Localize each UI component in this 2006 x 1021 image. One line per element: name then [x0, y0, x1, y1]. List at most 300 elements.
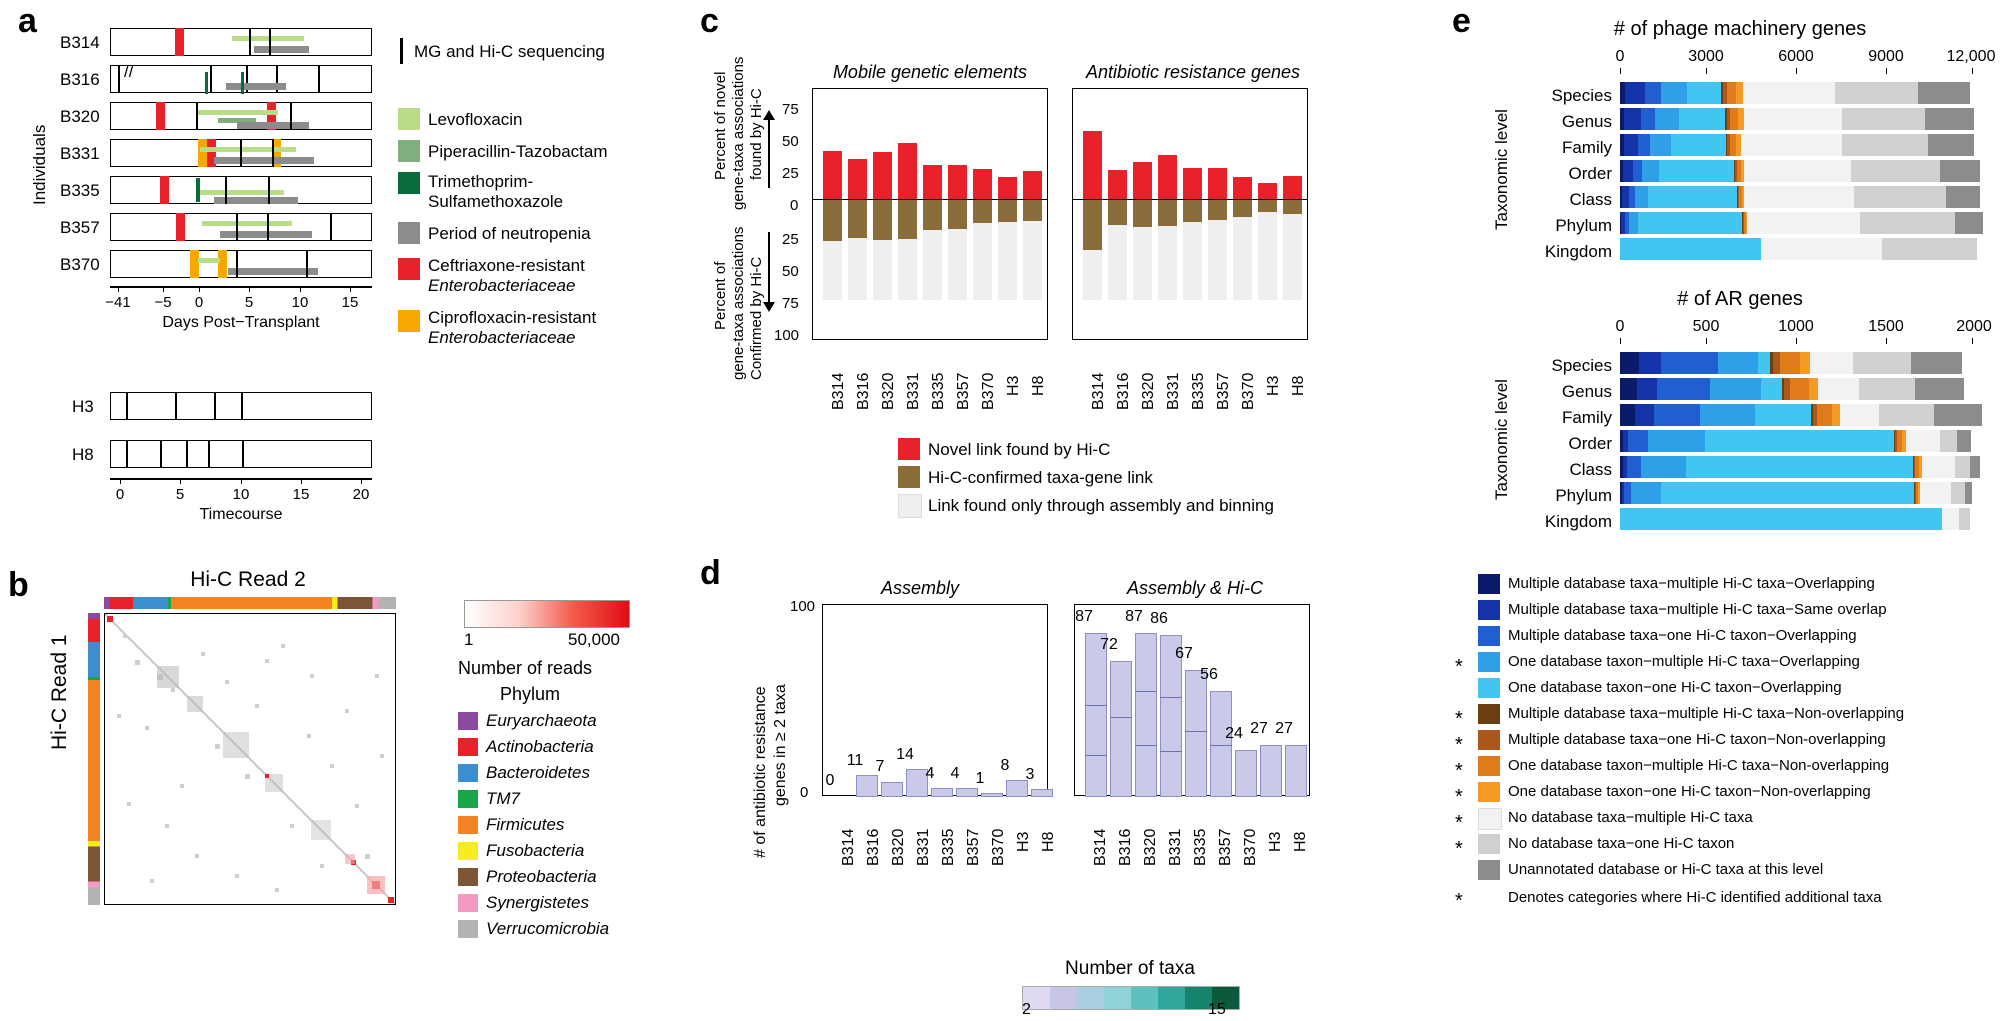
panel-e-stacked-row [1620, 430, 1971, 452]
panel-d-datalabel: 67 [1175, 645, 1193, 662]
panel-d-xtick: B335 [940, 828, 957, 866]
panel-c-bar-novel [1208, 168, 1227, 199]
panel-a-event-ciprofloxacin [218, 250, 227, 278]
panel-a-event-neutropenia [226, 83, 286, 90]
panel-a-legend-label-cont: Sulfamethoxazole [428, 192, 564, 211]
panel-a-xtick-bottom: 5 [175, 486, 185, 503]
panel-a-event-levofloxacin [196, 110, 278, 115]
panel-e-xtick: 500 [1692, 318, 1720, 335]
panel-d-xtick: B331 [1167, 828, 1184, 866]
legend-star: * [1455, 812, 1463, 834]
panel-d-bar [856, 775, 878, 797]
panel-c-bar-novel [998, 177, 1017, 199]
panel-d-bar [1210, 691, 1232, 797]
panel-d-xtick: B331 [915, 828, 932, 866]
panel-e-row-label: Phylum [1555, 486, 1612, 505]
panel-a-event-ciprofloxacin [190, 250, 199, 278]
panel-d-datalabel: 14 [896, 746, 914, 763]
panel-e-stacked-row [1620, 82, 1970, 104]
panel-a-sequencing-mark [225, 176, 227, 204]
panel-a-event-levofloxacin [200, 190, 284, 195]
legend-swatch [1478, 834, 1500, 854]
panel-c-xtick: B370 [1240, 372, 1257, 410]
panel-a-sequencing-mark [318, 65, 320, 93]
panel-a-event-levofloxacin [202, 221, 292, 226]
panel-e-legend-label: One database taxon−multiple Hi-C taxa−Non-overlapping [1508, 757, 1890, 774]
panel-c-xtick: B370 [980, 372, 997, 410]
panel-c-bar-novel [848, 159, 867, 199]
legend-swatch [1478, 730, 1500, 750]
panel-d-xtick: H3 [1015, 831, 1032, 852]
panel-b-colorbar [464, 600, 630, 628]
panel-c-xtick: B335 [1190, 372, 1207, 410]
panel-a-legend-label-cont: Enterobacteriaceae [428, 328, 576, 347]
panel-c-bar-novel [923, 165, 942, 199]
panel-d-datalabel: 0 [825, 772, 835, 789]
panel-c-bar-assembly-only [1158, 226, 1177, 300]
panel-c-ylabel-bottom-line1: Percent of [712, 261, 729, 330]
panel-d-datalabel: 24 [1225, 725, 1243, 742]
panel-a-subject-label: B314 [60, 33, 100, 52]
panel-d-datalabel: 8 [1000, 757, 1010, 774]
panel-a-legend-label: Period of neutropenia [428, 224, 591, 243]
panel-a-event-neutropenia [228, 268, 318, 275]
panel-a-sequencing-mark [272, 139, 274, 167]
panel-e-stacked-row [1620, 160, 1980, 182]
panel-d-xtick: B314 [840, 828, 857, 866]
panel-e-legend-label: Unannotated database or Hi-C taxa at this level [1508, 861, 1824, 878]
panel-c-xtick: B357 [955, 372, 972, 410]
panel-a-event-levofloxacin [198, 258, 220, 263]
panel-d-xtick: B320 [890, 828, 907, 866]
panel-c-ylabel-top-line1: Percent of novel [712, 71, 729, 180]
panel-e-footnote: Denotes categories where Hi-C identified additional taxa [1508, 889, 1882, 906]
panel-a-xtick: 0 [194, 294, 204, 311]
panel-d-datalabel: 4 [925, 765, 935, 782]
panel-e-legend-label: One database taxon−one Hi-C taxon−Overlapping [1508, 679, 1842, 696]
panel-d-bar [981, 793, 1003, 797]
panel-c-xtick: B316 [1115, 372, 1132, 410]
panel-c-xtick: B320 [880, 372, 897, 410]
panel-e-xtick: 1500 [1868, 318, 1904, 335]
panel-d-xtick: B314 [1092, 828, 1109, 866]
legend-swatch [1478, 860, 1500, 880]
panel-e-xtick: 2000 [1956, 318, 1992, 335]
panel-d-bar [931, 788, 953, 797]
panel-b-heatmap [104, 613, 396, 905]
panel-c-bar-confirmed [973, 200, 992, 223]
panel-d-datalabel: 56 [1200, 666, 1218, 683]
panel-c-xtick: B320 [1140, 372, 1157, 410]
panel-a-legend-label-cont: Enterobacteriaceae [428, 276, 576, 295]
panel-d-datalabel: 4 [950, 765, 960, 782]
legend-star: * [1455, 656, 1463, 678]
panel-a-xtick-bottom: 15 [292, 486, 310, 503]
panel-c-bar-novel [1183, 168, 1202, 199]
phylum-label: Firmicutes [486, 815, 565, 834]
legend-star: * [1455, 890, 1463, 912]
panel-b-colorbar-max: 50,000 [568, 630, 620, 649]
panel-c-bar-assembly-only [1283, 214, 1302, 300]
panel-a-event-ceftriaxone [175, 28, 184, 56]
legend-swatch [1478, 652, 1500, 672]
neutropenia-swatch [398, 222, 420, 244]
panel-e-stacked-row [1620, 186, 1980, 208]
legend-star: * [1455, 786, 1463, 808]
panel-c-bar-assembly-only [823, 241, 842, 300]
panel-a-row-track [110, 28, 372, 56]
panel-c-bar-confirmed [873, 200, 892, 240]
panel-a-event-neutropenia [214, 157, 314, 164]
panel-e-row-label: Class [1569, 190, 1612, 209]
panel-label-e: e [1452, 2, 1471, 40]
panel-a-xtick: 15 [341, 294, 359, 311]
panel-a-subject-label: B357 [60, 218, 100, 237]
panel-a-sequencing-mark [160, 440, 162, 468]
panel-c-bar-novel [898, 143, 917, 199]
panel-c-arg-title: Antibiotic resistance genes [1085, 62, 1301, 82]
panel-e-legend-label: Multiple database taxa−multiple Hi-C taxa−Non-overlapping [1508, 705, 1905, 722]
panel-c-bar-novel [873, 152, 892, 199]
panel-c-legend-label: Novel link found by Hi-C [928, 440, 1111, 459]
panel-c-bar-novel [1108, 170, 1127, 199]
panel-e-stacked-row [1620, 238, 1977, 260]
panel-c-down-arrow-icon [760, 232, 778, 312]
panel-a-subject-label: B331 [60, 144, 100, 163]
panel-d-xtick: H8 [1292, 831, 1309, 852]
panel-e-phage-ylabel: Taxonomic level [1492, 109, 1511, 230]
panel-a-subject-label: B335 [60, 181, 100, 200]
panel-c-bar-assembly-only [1023, 221, 1042, 300]
panel-a-sequencing-mark [236, 213, 238, 241]
panel-d-bar [1031, 789, 1053, 797]
panel-c-ytick: 100 [774, 327, 800, 344]
panel-c-ytick: 75 [782, 101, 799, 118]
assembly-only-link-swatch [898, 494, 922, 518]
panel-a-event-levofloxacin [232, 36, 304, 41]
panel-c-bar-confirmed [1023, 200, 1042, 221]
phylum-swatch [458, 920, 478, 938]
panel-a-event-ceftriaxone [160, 176, 169, 204]
phylum-swatch [458, 712, 478, 730]
panel-e-row-label: Family [1561, 138, 1612, 157]
panel-c-bar-confirmed [1108, 200, 1127, 225]
panel-d-xtick: B357 [965, 828, 982, 866]
panel-e-legend-label: No database taxa−one Hi-C taxon [1508, 835, 1735, 852]
panel-d-colorbar-title: Number of taxa [1065, 958, 1195, 979]
panel-e-legend-label: Multiple database taxa−multiple Hi-C taxa−Overlapping [1508, 575, 1875, 592]
panel-a-subject-label: H3 [72, 397, 94, 416]
panel-d-datalabel: 7 [875, 758, 885, 775]
panel-d-datalabel: 27 [1250, 720, 1268, 737]
trimethoprim-sulfamethoxazole-swatch [398, 172, 420, 194]
phylum-swatch [458, 842, 478, 860]
panel-a-y-axis-label: Individuals [30, 124, 49, 205]
panel-e-legend-label: One database taxon−one Hi-C taxon−Non-overlapping [1508, 783, 1871, 800]
panel-a-sequencing-mark [196, 102, 198, 130]
panel-c-xtick: B316 [855, 372, 872, 410]
panel-c-bar-confirmed [1258, 200, 1277, 212]
panel-e-xtick: 1000 [1778, 318, 1814, 335]
panel-c-bar-assembly-only [1183, 222, 1202, 300]
panel-c-arg-plot [1072, 88, 1308, 340]
panel-e-ar-title: # of AR genes [1677, 288, 1803, 310]
panel-d-ytick: 100 [790, 598, 816, 615]
phylum-swatch [458, 816, 478, 834]
panel-a-legend-label: Levofloxacin [428, 110, 523, 129]
panel-e-stacked-row [1620, 352, 1962, 374]
panel-e-ar-ylabel: Taxonomic level [1492, 379, 1511, 500]
panel-a-sequencing-mark [214, 392, 216, 420]
panel-c-bar-confirmed [1283, 200, 1302, 214]
legend-swatch [1478, 678, 1500, 698]
panel-e-stacked-row [1620, 456, 1980, 478]
panel-label-b: b [8, 566, 29, 604]
panel-a-subject-label: H8 [72, 445, 94, 464]
panel-c-bar-confirmed [823, 200, 842, 241]
panel-d-datalabel: 72 [1100, 636, 1118, 653]
panel-d-xtick: B316 [865, 828, 882, 866]
panel-a-sequencing-mark [241, 392, 243, 420]
panel-d-bar [881, 782, 903, 797]
panel-c-ylabel-top-line3: found by Hi-C [748, 88, 765, 180]
panel-d-xtick: B370 [1242, 828, 1259, 866]
panel-a-sequencing-mark [269, 28, 271, 56]
panel-c-bar-novel [1023, 171, 1042, 199]
panel-a-x-axis-label-bottom: Timecourse [199, 506, 283, 523]
legend-swatch [1478, 756, 1500, 776]
panel-c-bar-novel [948, 165, 967, 199]
panel-c-xtick: H3 [1005, 375, 1022, 396]
panel-c-bar-confirmed [898, 200, 917, 239]
panel-c-ytick: 50 [782, 263, 799, 280]
panel-e-xtick: 0 [1615, 318, 1625, 335]
panel-d-xtick: H3 [1267, 831, 1284, 852]
phylum-label: Verrucomicrobia [486, 919, 610, 938]
panel-b-colorbar-title: Number of reads [458, 658, 593, 678]
panel-a-subject-label: B316 [60, 70, 100, 89]
panel-c-mge-title: Mobile genetic elements [832, 62, 1028, 82]
panel-d-xtick: B335 [1192, 828, 1209, 866]
panel-a-event-tmpsmx [205, 72, 208, 94]
panel-d-assembly-hic-plot [1074, 604, 1310, 796]
panel-a-legend-label: Ciprofloxacin-resistant [428, 308, 597, 327]
panel-c-bar-novel [1283, 176, 1302, 199]
panel-d-colorbar-max: 15 [1208, 1001, 1226, 1018]
panel-d-datalabel: 11 [846, 752, 864, 769]
ciprofloxacin-resistant-swatch [398, 310, 420, 332]
panel-d-bar [1185, 670, 1207, 797]
legend-star: * [1455, 708, 1463, 730]
panel-d-assembly-title: Assembly [880, 578, 960, 598]
panel-c-xtick: H8 [1290, 375, 1307, 396]
panel-c-up-arrow-icon [760, 110, 778, 190]
panel-c-xtick: B335 [930, 372, 947, 410]
legend-star: * [1455, 838, 1463, 860]
panel-a-sequencing-mark [290, 102, 292, 130]
phylum-label: Euryarchaeota [486, 711, 597, 730]
panel-c-bar-assembly-only [873, 240, 892, 300]
panel-d-datalabel: 87 [1125, 608, 1143, 625]
panel-d-ylabel-line2: genes in ≥ 2 taxa [772, 684, 789, 806]
panel-a-sequencing-mark [118, 65, 120, 93]
panel-c-bar-confirmed [1208, 200, 1227, 220]
panel-a-xtick-bottom: 20 [352, 486, 370, 503]
phylum-swatch [458, 764, 478, 782]
panel-a-x-axis-label-top: Days Post−Transplant [162, 314, 320, 331]
panel-b-x-axis-label: Hi-C Read 2 [190, 568, 306, 591]
panel-e-stacked-row [1620, 404, 1982, 426]
panel-c-bar-novel [1158, 155, 1177, 199]
panel-b-y-axis-label: Hi-C Read 1 [48, 634, 71, 750]
panel-b-heatmap-content [105, 614, 395, 904]
panel-e-row-label: Order [1568, 434, 1612, 453]
panel-c-bar-confirmed [948, 200, 967, 229]
panel-c-ytick: 0 [790, 197, 799, 214]
panel-a-legend-label: Ceftriaxone-resistant [428, 256, 585, 275]
panel-a-sequencing-mark [208, 440, 210, 468]
panel-e-xtick: 6000 [1778, 48, 1814, 65]
panel-a-xtick: −5 [154, 294, 172, 311]
panel-c-bar-assembly-only [1083, 250, 1102, 300]
panel-e-legend-label: Multiple database taxa−one Hi-C taxon−Non-overlapping [1508, 731, 1886, 748]
panel-e-stacked-row [1620, 134, 1974, 156]
panel-d-bar [1285, 745, 1307, 797]
panel-d-xtick: B357 [1217, 828, 1234, 866]
panel-e-row-label: Genus [1561, 112, 1612, 131]
panel-a-event-ceftriaxone [176, 213, 185, 241]
panel-e-row-label: Class [1569, 460, 1612, 479]
panel-d-xtick: B320 [1142, 828, 1159, 866]
legend-swatch [1478, 600, 1500, 620]
legend-star: * [1455, 734, 1463, 756]
panel-c-xtick: H8 [1030, 375, 1047, 396]
phylum-swatch [458, 790, 478, 808]
panel-c-xtick: B314 [830, 372, 847, 410]
panel-c-bar-assembly-only [1208, 220, 1227, 300]
panel-e-row-label: Order [1568, 164, 1612, 183]
panel-c-xtick: H3 [1265, 375, 1282, 396]
panel-e-xtick: 9000 [1868, 48, 1904, 65]
panel-a-legend-label: Trimethoprim- [428, 172, 534, 191]
panel-c-ytick: 50 [782, 133, 799, 150]
panel-c-bar-assembly-only [998, 222, 1017, 300]
legend-swatch [1478, 704, 1500, 724]
panel-e-row-label: Species [1551, 356, 1612, 375]
panel-e-row-label: Family [1561, 408, 1612, 427]
panel-c-bar-novel [1083, 131, 1102, 199]
panel-a-sequencing-mark [210, 65, 212, 93]
panel-a-legend-label: MG and Hi-C sequencing [414, 42, 605, 61]
panel-a-sequencing-mark [306, 250, 308, 278]
panel-c-legend-label: Hi-C-confirmed taxa-gene link [928, 468, 1153, 487]
legend-star: * [1455, 760, 1463, 782]
confirmed-link-swatch [898, 466, 920, 488]
sequencing-line-icon [400, 38, 403, 64]
panel-d-xtick: H8 [1040, 831, 1057, 852]
panel-label-c: c [700, 2, 719, 40]
panel-e-stacked-row [1620, 508, 1970, 530]
panel-d-datalabel: 27 [1275, 720, 1293, 737]
phylum-swatch [458, 868, 478, 886]
panel-e-xtick: 12,000 [1946, 48, 1996, 65]
panel-a-xtick: −41 [105, 294, 131, 311]
panel-c-xtick: B331 [905, 372, 922, 410]
panel-c-xtick: B314 [1090, 372, 1107, 410]
panel-a-event-levofloxacin [200, 147, 296, 152]
panel-c-bar-assembly-only [973, 223, 992, 300]
panel-a-sequencing-mark [242, 440, 244, 468]
panel-a-row-track [110, 440, 372, 468]
panel-e-row-label: Kingdom [1544, 242, 1612, 261]
panel-a-xtick: 5 [244, 294, 254, 311]
novel-link-swatch [898, 438, 920, 460]
panel-a-event-ceftriaxone [156, 102, 165, 130]
panel-d-ylabel-line1: # of antibiotic resistance [752, 686, 769, 858]
panel-b-top-phylum-strip [104, 597, 396, 609]
phylum-swatch [458, 894, 478, 912]
panel-label-d: d [700, 554, 721, 592]
panel-a-sequencing-mark [126, 392, 128, 420]
panel-a-sequencing-mark [267, 213, 269, 241]
panel-a-sequencing-mark [330, 213, 332, 241]
panel-c-ylabel-top-line2: gene-taxa associations [730, 56, 747, 210]
panel-c-bar-novel [1233, 177, 1252, 199]
panel-c-bar-novel [1133, 162, 1152, 199]
panel-e-phage-title: # of phage machinery genes [1613, 18, 1867, 40]
panel-d-bar [1085, 633, 1107, 797]
panel-e-xtick: 3000 [1688, 48, 1724, 65]
panel-d-bar [1110, 661, 1132, 797]
panel-a-sequencing-mark [186, 440, 188, 468]
panel-e-legend-label: Multiple database taxa−multiple Hi-C taxa−Same overlap [1508, 601, 1887, 618]
panel-c-bar-confirmed [998, 200, 1017, 222]
legend-swatch [1478, 782, 1500, 802]
panel-d-assembly-hic-title: Assembly & Hi-C [1126, 578, 1264, 598]
phylum-swatch [458, 738, 478, 756]
panel-a-event-neutropenia [220, 231, 312, 238]
panel-c-bar-confirmed [848, 200, 867, 238]
phylum-label: Bacteroidetes [486, 763, 590, 782]
panel-c-bar-assembly-only [923, 230, 942, 300]
panel-d-datalabel: 3 [1025, 766, 1035, 783]
panel-c-bar-assembly-only [1133, 227, 1152, 300]
phylum-label: Actinobacteria [486, 737, 594, 756]
panel-e-legend-label: No database taxa−multiple Hi-C taxa [1508, 809, 1753, 826]
phylum-label: TM7 [486, 789, 520, 808]
panel-c-bar-confirmed [923, 200, 942, 230]
panel-d-xtick: B316 [1117, 828, 1134, 866]
panel-d-bar [1260, 745, 1282, 797]
panel-c-bar-assembly-only [1108, 225, 1127, 300]
piperacillin-tazobactam-swatch [398, 140, 420, 162]
panel-d-ytick: 0 [800, 784, 809, 801]
levofloxacin-swatch [398, 108, 420, 130]
panel-b-left-phylum-strip [88, 613, 100, 905]
panel-e-stacked-row [1620, 212, 1983, 234]
panel-a-sequencing-mark [249, 28, 251, 56]
phylum-label: Synergistetes [486, 893, 589, 912]
panel-e-legend-label: Multiple database taxa−one Hi-C taxon−Overlapping [1508, 627, 1857, 644]
panel-b-phylum-title: Phylum [500, 684, 561, 704]
panel-a-sequencing-mark [268, 176, 270, 204]
panel-a-sequencing-mark [240, 139, 242, 167]
panel-c-bar-confirmed [1133, 200, 1152, 227]
panel-e-row-label: Phylum [1555, 216, 1612, 235]
panel-a-sequencing-mark [236, 250, 238, 278]
panel-a-xtick-bottom: 10 [232, 486, 250, 503]
panel-c-bar-assembly-only [898, 239, 917, 300]
